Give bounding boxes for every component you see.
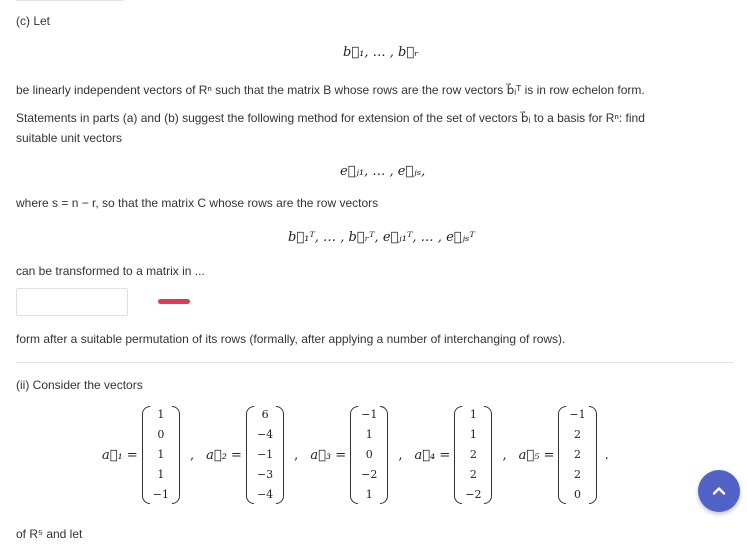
vector-label: a⃗₅ = (518, 447, 555, 463)
vector-entry: −1 (361, 408, 378, 421)
incorrect-marker (158, 299, 190, 304)
column-vector (558, 406, 596, 504)
vector-entry: 0 (574, 488, 582, 501)
vector-a1 (102, 406, 206, 504)
vector-entry: 2 (469, 448, 477, 461)
vector-list (102, 406, 609, 504)
text-transform: can be transformed to a matrix in ... (16, 264, 205, 278)
vector-entry: 1 (157, 468, 165, 481)
vector-entry: −2 (465, 488, 482, 501)
vector-a2 (206, 406, 310, 504)
vector-label: a⃗₁ = (102, 447, 138, 463)
vector-label: a⃗₄ = (414, 447, 451, 463)
answer-input[interactable] (16, 288, 128, 316)
section-divider (16, 362, 734, 363)
vector-a3 (310, 406, 414, 504)
chevron-up-icon (711, 483, 727, 499)
vector-entry: 0 (157, 428, 165, 441)
vector-entry: −1 (256, 448, 274, 461)
separator: , (190, 447, 195, 463)
formula-rows: b⃗₁ᵀ, … , b⃗ᵣᵀ, e⃗ⱼ₁ᵀ, … , e⃗ⱼₛᵀ (288, 230, 475, 245)
vector-entry: −4 (256, 488, 274, 501)
text-statements-line2: suitable unit vectors (16, 131, 123, 145)
column-vector (246, 406, 284, 504)
vector-entry: 1 (157, 448, 165, 461)
vector-entry: −2 (361, 468, 378, 481)
end-period: . (604, 447, 609, 463)
vector-entry: −1 (569, 408, 586, 421)
part-ii-heading: (ii) Consider the vectors (16, 378, 143, 392)
vector-label: a⃗₃ = (310, 447, 347, 463)
separator: , (398, 447, 403, 463)
formula-e-list: e⃗ⱼ₁, … , e⃗ⱼₛ, (340, 164, 426, 179)
vector-entry: 1 (365, 428, 373, 441)
vector-entry: −4 (256, 428, 274, 441)
text-where: where s = n − r, so that the matrix C whose rows are the row vectors (16, 196, 379, 210)
formula-b-list: b⃗₁, … , b⃗ᵣ (343, 45, 419, 60)
separator: , (294, 447, 299, 463)
vector-label: a⃗₂ = (206, 447, 242, 463)
vector-entry: 0 (365, 448, 373, 461)
vector-entry: 2 (574, 448, 582, 461)
vector-entry: −3 (256, 468, 274, 481)
column-vector (350, 406, 388, 504)
scroll-to-top-button[interactable] (698, 470, 740, 512)
vector-entry: −1 (152, 488, 170, 501)
vector-entry: 6 (261, 408, 269, 421)
vector-entry: 2 (574, 428, 582, 441)
vector-a5 (519, 406, 609, 504)
vector-entry: 1 (469, 408, 477, 421)
vector-entry: 2 (574, 468, 582, 481)
top-divider (16, 0, 124, 1)
vector-entry: 1 (469, 428, 477, 441)
vector-entry: 2 (469, 468, 477, 481)
text-form: form after a suitable permutation of its rows (formally, after applying a number of interchanging of rows). (16, 332, 566, 346)
part-c-heading: (c) Let (16, 14, 51, 28)
column-vector (142, 406, 180, 504)
vector-a4 (414, 406, 518, 504)
separator: , (502, 447, 507, 463)
vector-entry: 1 (365, 488, 373, 501)
vector-entry: 1 (157, 408, 165, 421)
text-of-r5: of R⁵ and let (16, 527, 83, 541)
text-statements-line1: Statements in parts (a) and (b) suggest the following method for extension of the set of vectors b⃗ᵢ to a basis for Rⁿ: find (16, 111, 645, 125)
text-independent: be linearly independent vectors of Rⁿ such that the matrix B whose rows are the row vectors b⃗ᵢᵀ is in row echelon form. (16, 83, 645, 97)
column-vector (454, 406, 492, 504)
